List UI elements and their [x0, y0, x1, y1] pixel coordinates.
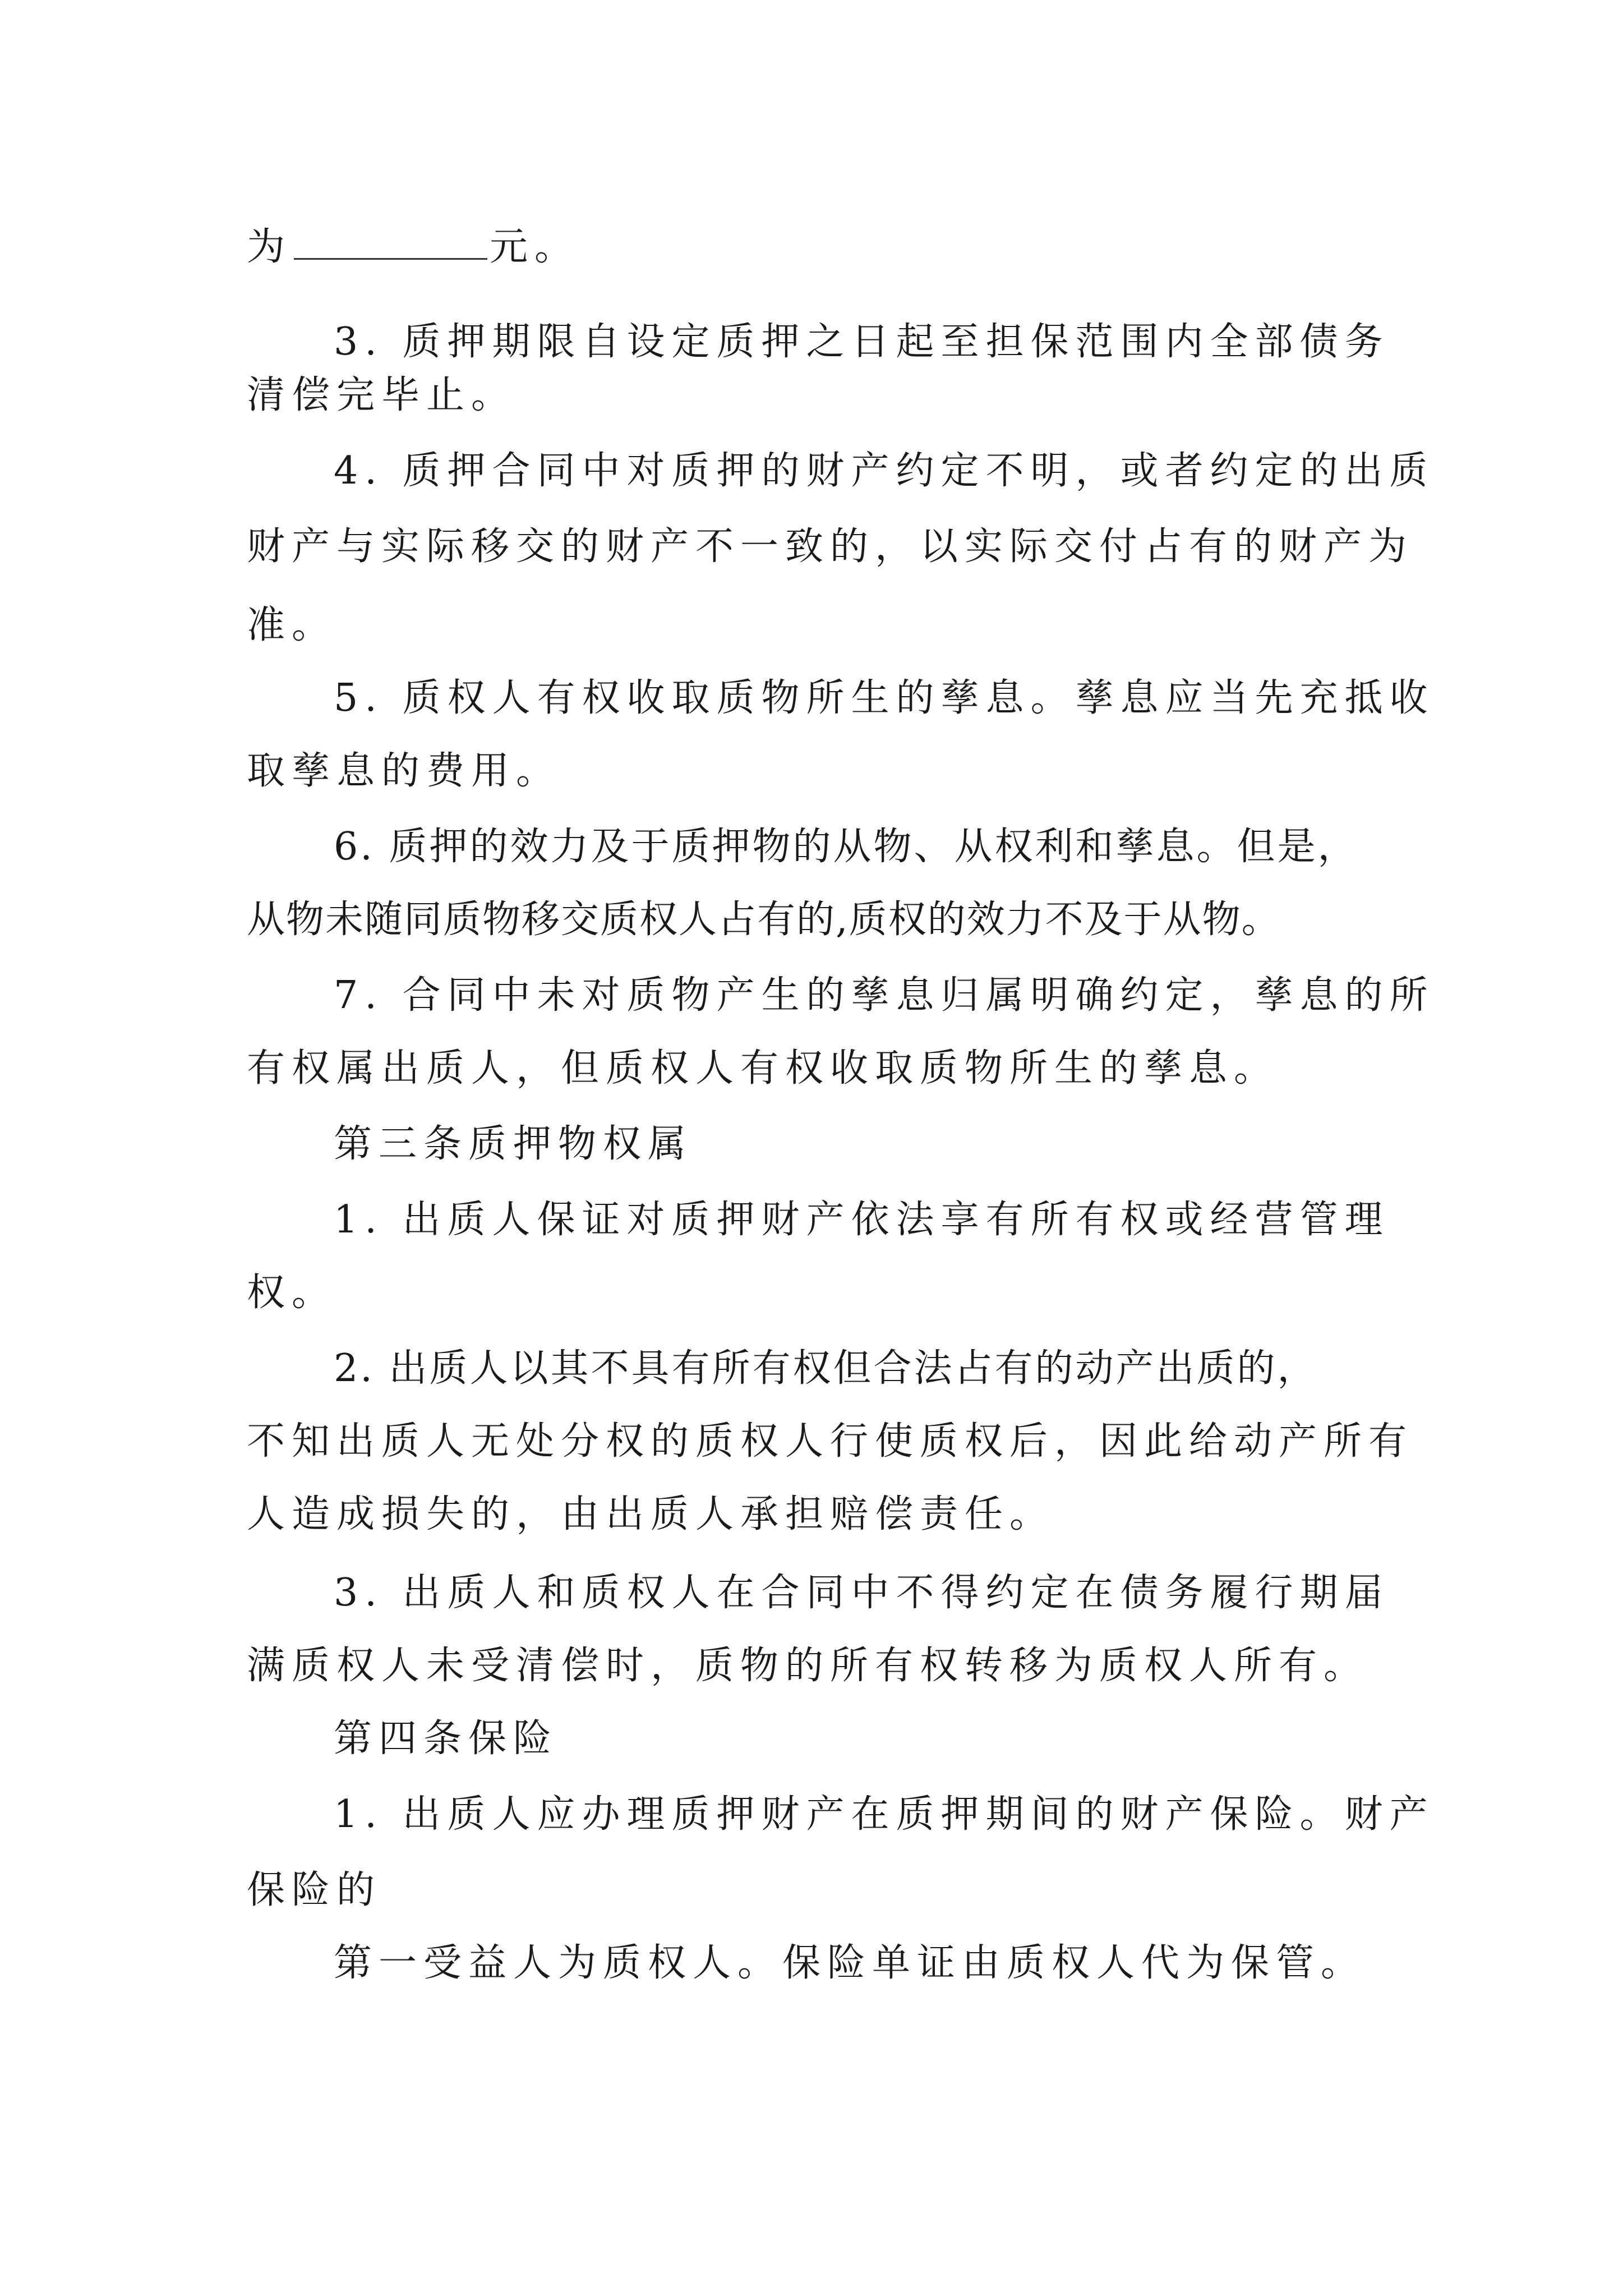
clause-2-item-7-line-1: 7. 合同中未对质物产生的孳息归属明确约定，孳息的所 — [334, 973, 1435, 1018]
amount-blank-field[interactable] — [294, 224, 487, 260]
clause-2-item-5-line-2: 取孳息的费用。 — [247, 749, 561, 793]
article-3-heading: 第三条质押物权属 — [334, 1122, 693, 1166]
clause-2-item-7-line-2: 有权属出质人，但质权人有权收取质物所生的孳息。 — [247, 1046, 1279, 1091]
amount-prefix: 为 — [247, 225, 292, 269]
amount-suffix: 元。 — [490, 225, 580, 269]
article-3-item-2-line-1: 2. 出质人以其不具有所有权但合法占有的动产出质的， — [334, 1346, 1318, 1391]
amount-line — [247, 224, 579, 270]
clause-2-item-5-line-1: 5. 质权人有权收取质物所生的孳息。孳息应当先充抵收 — [334, 676, 1435, 720]
article-4-item-1-line-1: 1. 出质人应办理质押财产在质押期间的财产保险。财产 — [334, 1792, 1435, 1837]
clause-2-item-4-line-3: 准。 — [247, 603, 337, 647]
article-4-heading: 第四条保险 — [334, 1717, 559, 1761]
article-3-item-3-line-1: 3. 出质人和质权人在合同中不得约定在债务履行期届 — [334, 1571, 1390, 1615]
clause-2-item-6-line-2: 从物未随同质物移交质权人占有的,质权的效力不及于从物。 — [247, 898, 1281, 942]
clause-2-item-3-line-2: 清偿完毕止。 — [247, 373, 517, 417]
article-3-item-2-line-3: 人造成损失的，由出质人承担赔偿责任。 — [247, 1492, 1055, 1536]
clause-2-item-3-line-1: 3. 质押期限自设定质押之日起至担保范围内全部债务 — [334, 320, 1390, 364]
article-4-item-1-line-3: 第一受益人为质权人。保险单证由质权人代为保管。 — [334, 1941, 1366, 1985]
article-3-item-1-line-1: 1. 出质人保证对质押财产依法享有所有权或经营管理 — [334, 1198, 1390, 1242]
article-4-item-1-line-2: 保险的 — [247, 1868, 382, 1912]
article-3-item-3-line-2: 满质权人未受清偿时，质物的所有权转移为质权人所有。 — [247, 1644, 1369, 1688]
clause-2-item-4-line-2: 财产与实际移交的财产不一致的，以实际交付占有的财产为 — [247, 524, 1414, 569]
clause-2-item-6-line-1: 6. 质押的效力及于质押物的从物、从权利和孳息。但是， — [334, 825, 1358, 869]
clause-2-item-4-line-1: 4. 质押合同中对质押的财产约定不明，或者约定的出质 — [334, 449, 1435, 493]
article-3-item-2-line-2: 不知出质人无处分权的质权人行使质权后，因此给动产所有 — [247, 1419, 1414, 1464]
article-3-item-1-line-2: 权。 — [247, 1271, 337, 1315]
